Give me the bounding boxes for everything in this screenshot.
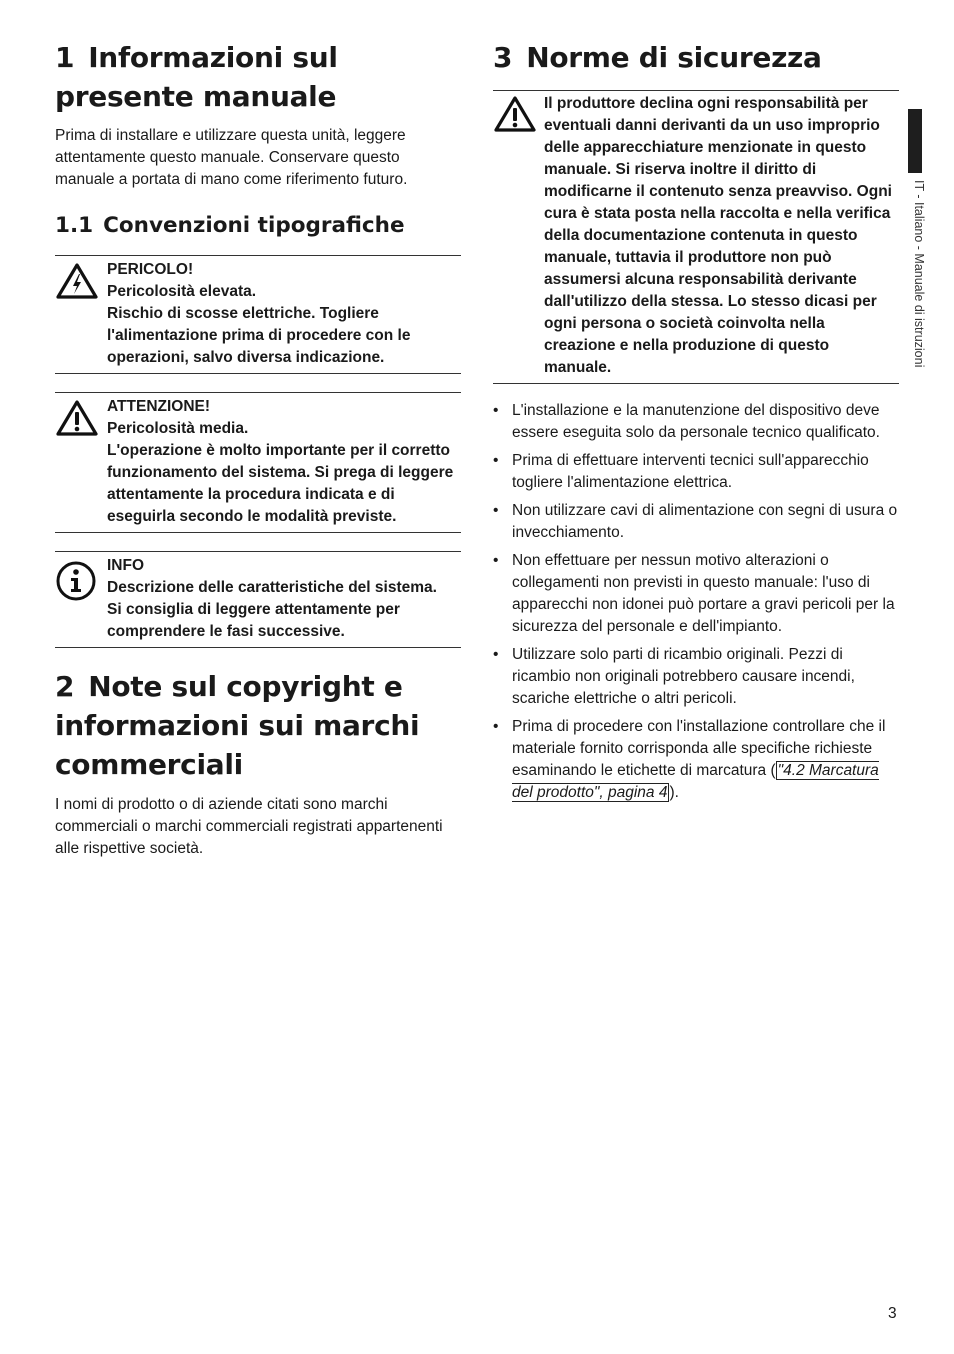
caution-description: L'operazione è molto importante per il corretto funzionamento del sistema. Si prega di leggere attentamente la procedura indicata e di eseguirla secondo le modalità previste. xyxy=(107,442,454,525)
left-column xyxy=(55,38,461,860)
list-item-text: Prima di effettuare interventi tecnici sull'apparecchio togliere l'alimentazione elettrica. xyxy=(512,452,869,491)
list-item-text: Non utilizzare cavi di alimentazione con segni di usura o invecchiamento. xyxy=(512,502,898,541)
side-tab-label: IT - Italiano - Manuale di istruzioni xyxy=(912,180,926,368)
section-3-title: Norme di sicurezza xyxy=(526,41,822,74)
section-3-heading xyxy=(493,38,899,77)
list-item: • Prima di procedere con l'installazione controllare che il materiale fornito corrisponda alle specifiche richieste esaminando le etichette di marcatura ( "4.2 Marcatura del prodotto", pagina 4 ). xyxy=(493,718,886,801)
list-item-text-post: ). xyxy=(669,784,679,801)
caution-notice-text xyxy=(107,396,461,528)
list-item: • Utilizzare solo parti di ricambio originali. Pezzi di ricambio non originali potrebbero causare incendi, scariche elettriche o altri pericoli. xyxy=(493,646,855,707)
danger-description: Rischio di scosse elettriche. Togliere l'alimentazione prima di procedere con le operazioni, salvo diversa indicazione. xyxy=(107,305,411,366)
list-item: • Non effettuare per nessun motivo alterazioni o collegamenti non previsti in questo manuale: l'uso di apparecchi non idonei può portare a gravi pericoli per la sicurezza del personale e dell'impianto. xyxy=(493,552,895,635)
info-description: Si consiglia di leggere attentamente per comprendere le fasi successive. xyxy=(107,601,400,640)
safety-rules-list xyxy=(493,400,899,804)
warning-icon xyxy=(55,396,107,528)
section-3-number: 3 xyxy=(493,41,513,74)
list-item-text: Utilizzare solo parti di ricambio originali. Pezzi di ricambio non originali potrebbero causare incendi, scariche elettriche o altri pericoli. xyxy=(512,646,855,707)
section-1-1-heading xyxy=(55,212,461,240)
list-item: • Non utilizzare cavi di alimentazione con segni di usura o invecchiamento. xyxy=(493,502,898,541)
list-item: • L'installazione e la manutenzione del dispositivo deve essere eseguita solo da personale tecnico qualificato. xyxy=(493,402,880,441)
caution-notice xyxy=(55,392,461,533)
info-level: Descrizione delle caratteristiche del sistema. xyxy=(107,579,437,596)
section-1-1-title: Convenzioni tipografiche xyxy=(103,213,405,238)
warning-icon xyxy=(493,93,544,379)
info-notice xyxy=(55,551,461,648)
danger-notice xyxy=(55,255,461,374)
side-tab-marker xyxy=(908,109,922,173)
list-item-text: L'installazione e la manutenzione del dispositivo deve essere eseguita solo da personale tecnico qualificato. xyxy=(512,402,880,441)
caution-heading: ATTENZIONE! xyxy=(107,398,211,415)
liability-warning-notice xyxy=(493,90,899,384)
section-1-body: Prima di installare e utilizzare questa unità, leggere attentamente questo manuale. Conservare questo manuale a portata di mano come riferimento futuro. xyxy=(55,127,408,188)
danger-level: Pericolosità elevata. xyxy=(107,283,257,300)
right-column xyxy=(493,38,899,810)
section-1-heading xyxy=(55,38,461,116)
section-1-title: Informazioni sul presente manuale xyxy=(55,41,338,113)
section-2-title: Note sul copyright e informazioni sui marchi commerciali xyxy=(55,670,420,781)
danger-notice-text xyxy=(107,259,461,369)
liability-warning-text: Il produttore declina ogni responsabilità per eventuali danni derivanti da un uso improprio delle apparecchiature menzionate in questo manuale. Si riserva inoltre il diritto di modificarne il contenuto senza preavviso. Ogni cura è stata posta nella raccolta e nella verifica della documentazione contenuta in questo manuale, tuttavia il produttore non può assumersi alcuna responsabilità derivante dall'utilizzo della stessa. Lo stesso dicasi per ogni persona o società coinvolta nella creazione e nella produzione di questo manuale. xyxy=(544,95,892,376)
section-1-number: 1 xyxy=(55,41,75,74)
info-notice-text xyxy=(107,555,461,643)
section-2-heading xyxy=(55,667,461,784)
caution-level: Pericolosità media. xyxy=(107,420,249,437)
list-item-text: Non effettuare per nessun motivo alterazioni o collegamenti non previsti in questo manuale: l'uso di apparecchi non idonei può portare a gravi pericoli per la sicurezza del personale e dell'impianto. xyxy=(512,552,895,635)
list-item-text-pre: Prima di procedere con l'installazione controllare che il materiale fornito corrisponda alle specifiche richieste esaminando le etichette di marcatura ( xyxy=(512,718,886,779)
list-item: • Prima di effettuare interventi tecnici sull'apparecchio togliere l'alimentazione elettrica. xyxy=(493,452,869,491)
cross-reference-link[interactable]: "4.2 Marcatura del prodotto", pagina 4 xyxy=(512,762,879,801)
danger-heading: PERICOLO! xyxy=(107,261,194,278)
section-1-1-number: 1.1 xyxy=(55,213,94,238)
section-2-body: I nomi di prodotto o di aziende citati sono marchi commerciali o marchi commerciali registrati appartenenti alle rispettive società. xyxy=(55,796,443,857)
info-heading: INFO xyxy=(107,557,145,574)
info-icon xyxy=(55,555,107,643)
page-number: 3 xyxy=(888,1305,897,1322)
section-2-number: 2 xyxy=(55,670,75,703)
electric-hazard-icon xyxy=(55,259,107,369)
